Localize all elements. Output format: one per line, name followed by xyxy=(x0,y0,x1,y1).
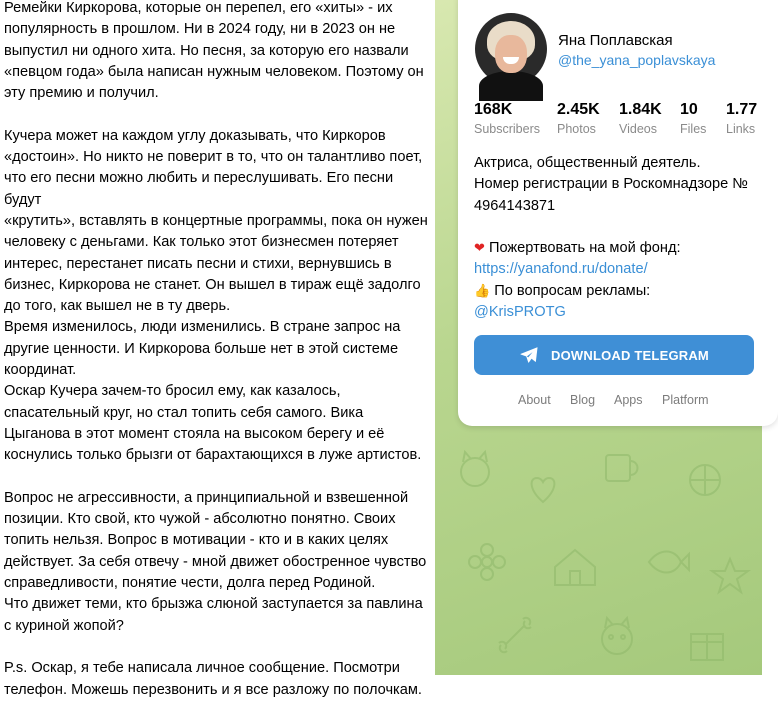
stat-label: Photos xyxy=(557,122,596,136)
post-paragraph-3 xyxy=(4,488,430,637)
post-line: координат. xyxy=(4,362,77,379)
post-line: Вопрос не агрессивности, а принципиальной и взвешенной xyxy=(4,489,409,506)
footer-link-platform[interactable]: Platform xyxy=(662,393,709,407)
channel-name: Яна Поплавская xyxy=(558,32,673,49)
stat-label: Files xyxy=(680,122,707,136)
cat-face-doodle-icon xyxy=(595,615,639,659)
ads-row xyxy=(474,281,764,302)
post-line: P.s. Оскар, я тебе написала личное сообщение. Посмотри xyxy=(4,660,400,677)
post-paragraph-2 xyxy=(4,126,430,467)
download-telegram-button[interactable] xyxy=(474,335,754,375)
description-line: Актриса, общественный деятель. xyxy=(474,155,701,171)
stat-value: 10 xyxy=(680,101,698,118)
post-line: топить нельзя. Вопрос в мотивации - кто и в каких целях xyxy=(4,532,389,549)
post-line: спасательный круг, но стал топить себя самого. Вика xyxy=(4,404,364,421)
mug-doodle-icon xyxy=(600,445,644,485)
stat-videos xyxy=(619,101,662,136)
stat-label: Subscribers xyxy=(474,122,540,136)
stat-links xyxy=(726,101,762,136)
post-line: человеку с деньгами. Как только этот бизнесмен потеряет xyxy=(4,234,399,251)
post-line: Время изменилось, люди изменились. В стране запрос на xyxy=(4,319,401,336)
stat-photos xyxy=(557,101,600,136)
heart-doodle-icon xyxy=(525,470,561,506)
stat-label: Videos xyxy=(619,122,657,136)
thumbs-up-emoji-icon: 👍 xyxy=(474,283,491,299)
footer-link-blog[interactable]: Blog xyxy=(570,393,596,407)
post-line: «певцом года» была написан нужным человеком. Поэтому он xyxy=(4,63,424,80)
stat-value: 1.77 xyxy=(726,101,758,118)
fish-doodle-icon xyxy=(645,540,689,584)
post-line: позиции. Кто свой, кто чужой - абсолютно понятно. Своих xyxy=(4,511,396,528)
post-line: Кучера может на каждом углу доказывать, что Киркоров xyxy=(4,127,386,144)
footer-link-apps[interactable]: Apps xyxy=(614,393,643,407)
donate-row xyxy=(474,238,764,259)
post-line: что его песни можно любить и переслушивать. Его песни будут xyxy=(4,170,394,208)
ball-doodle-icon xyxy=(685,460,725,500)
stat-label: Links xyxy=(726,122,756,136)
footer-link-about[interactable]: About xyxy=(518,393,551,407)
channel-username-link[interactable]: @the_yana_poplavskaya xyxy=(558,52,716,68)
donate-link[interactable]: https://yanafond.ru/donate/ xyxy=(474,261,648,278)
download-button-label: DOWNLOAD TELEGRAM xyxy=(551,347,709,363)
post-line: до того, как вышел не в ту дверь. xyxy=(4,298,231,315)
post-line: другие ценности. И Киркорова больше нет в этой системе xyxy=(4,340,399,357)
post-line: телефон. Можешь перезвонить и я все разложу по полочкам. xyxy=(4,681,422,698)
post-line: «достоин». Но никто не поверит в то, что он талантливо поет, xyxy=(4,149,423,166)
channel-description xyxy=(474,153,764,323)
post-line: «крутить», вставлять в концертные программы, пока он нужен xyxy=(4,212,428,229)
post-paragraph-4 xyxy=(4,658,430,701)
post-line: Оскар Кучера зачем-то бросил ему, как казалось, xyxy=(4,383,341,400)
post-line: Ремейки Киркорова, которые он перепел, его «хиты» - их xyxy=(4,0,393,16)
flower-doodle-icon xyxy=(465,540,509,584)
stat-value: 1.84K xyxy=(619,101,662,118)
post-line: выпустил ни одного хита. Но песня, за которую его назвали xyxy=(4,42,409,59)
post-body xyxy=(4,0,430,701)
stat-subscribers xyxy=(474,101,540,136)
avatar-face xyxy=(495,35,527,73)
post-line: справедливости, понятие чести, долга перед Родиной. xyxy=(4,575,376,592)
cat-doodle-icon xyxy=(455,450,495,490)
post-line: Цыганова в этот момент стояла на высоком берегу и её xyxy=(4,425,385,442)
donate-label: Пожертвовать на мой фонд: xyxy=(488,240,681,257)
house-doodle-icon xyxy=(550,545,600,589)
post-line: популярность в прошлом. Ни в 2024 году, ни в 2023 он не xyxy=(4,21,396,38)
description-line: Номер регистрации в Роскомнадзоре № xyxy=(474,176,748,193)
channel-avatar[interactable] xyxy=(475,13,547,85)
stat-files xyxy=(680,101,706,136)
post-line: Что движет теми, кто брызжа слюной заступается за павлина xyxy=(4,596,423,613)
gift-doodle-icon xyxy=(685,620,729,664)
description-line: 4964143871 xyxy=(474,197,556,214)
description-spacer xyxy=(474,217,764,238)
avatar-shoulders xyxy=(479,71,543,101)
post-line: коснулись только брызги от барахтающихся в луже артистов. xyxy=(4,447,422,464)
stat-value: 2.45K xyxy=(557,101,600,118)
post-line: действует. За себя отвечу - мной движет обостренное чувство xyxy=(4,553,427,570)
bone-doodle-icon xyxy=(495,615,539,659)
post-line: интерес, перестанет писать песни и стихи, вернувшись в xyxy=(4,255,392,272)
ads-label: По вопросам рекламы: xyxy=(494,282,651,299)
star-doodle-icon xyxy=(710,555,750,595)
post-paragraph-1 xyxy=(4,0,430,104)
telegram-plane-icon xyxy=(519,346,539,364)
heart-emoji-icon: ❤ xyxy=(474,241,485,257)
post-line: бизнес, Киркорова не станет. Он вышел в тираж ещё задолго xyxy=(4,276,421,293)
ads-contact-link[interactable]: @KrisPROTG xyxy=(474,304,566,321)
post-line: эту премию и получил. xyxy=(4,85,159,102)
stat-value: 168K xyxy=(474,101,513,118)
post-line: с куриной жопой? xyxy=(4,617,124,634)
